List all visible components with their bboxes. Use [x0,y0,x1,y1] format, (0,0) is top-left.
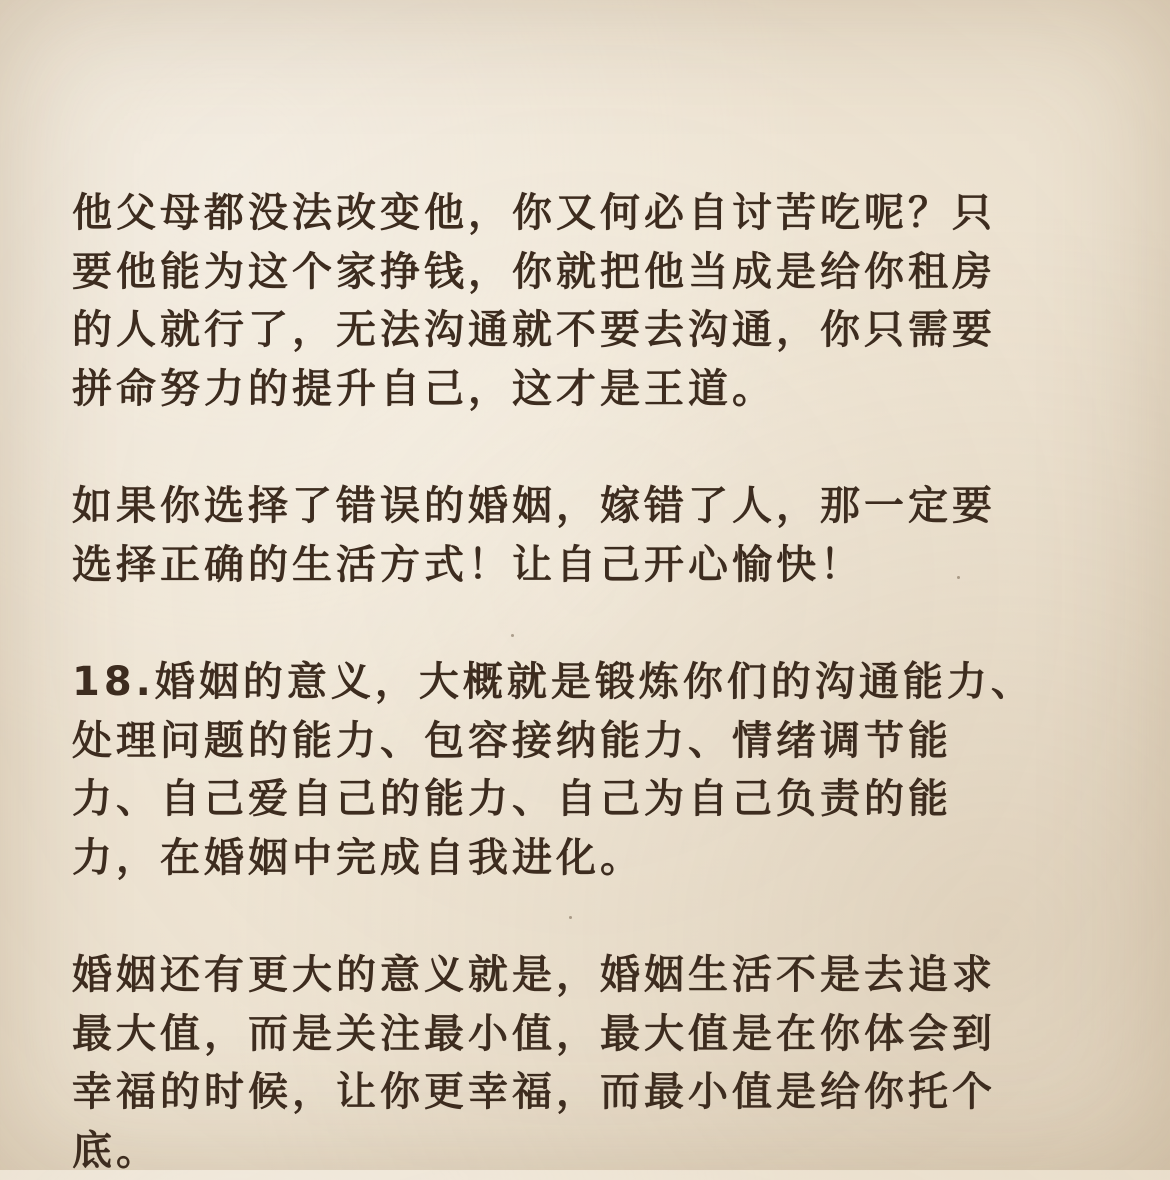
text-line: 力、自己爱自己的能力、自己为自己负责的能 [72,770,1092,829]
text-line: 的人就行了，无法沟通就不要去沟通，你只需要 [72,301,1092,360]
paragraph-4 [72,946,1092,1180]
text-line: 底。 [72,1122,1092,1180]
paragraph-spacer [72,418,1092,477]
text-line: 如果你选择了错误的婚姻，嫁错了人，那一定要 [72,477,1092,536]
article-body [72,184,1092,1180]
paragraph-spacer [72,594,1092,653]
text-line: 他父母都没法改变他，你又何必自讨苦吃呢？只 [72,184,1092,243]
paragraph-3 [72,653,1092,887]
text-line: 婚姻还有更大的意义就是，婚姻生活不是去追求 [72,946,1092,1005]
paragraph-2 [72,477,1092,594]
paragraph-spacer [72,887,1092,946]
text-line: 处理问题的能力、包容接纳能力、情绪调节能 [72,712,1092,771]
text-line: 要他能为这个家挣钱，你就把他当成是给你租房 [72,243,1092,302]
text-line: 最大值，而是关注最小值，最大值是在你体会到 [72,1005,1092,1064]
text-line: 力，在婚姻中完成自我进化。 [72,829,1092,888]
paragraph-1 [72,184,1092,418]
text-line: 幸福的时候，让你更幸福，而最小值是给你托个 [72,1063,1092,1122]
text-line: 选择正确的生活方式！让自己开心愉快！ [72,536,1092,595]
text-line: 拼命努力的提升自己，这才是王道。 [72,360,1092,419]
text-line: 18.婚姻的意义，大概就是锻炼你们的沟通能力、 [72,653,1092,712]
